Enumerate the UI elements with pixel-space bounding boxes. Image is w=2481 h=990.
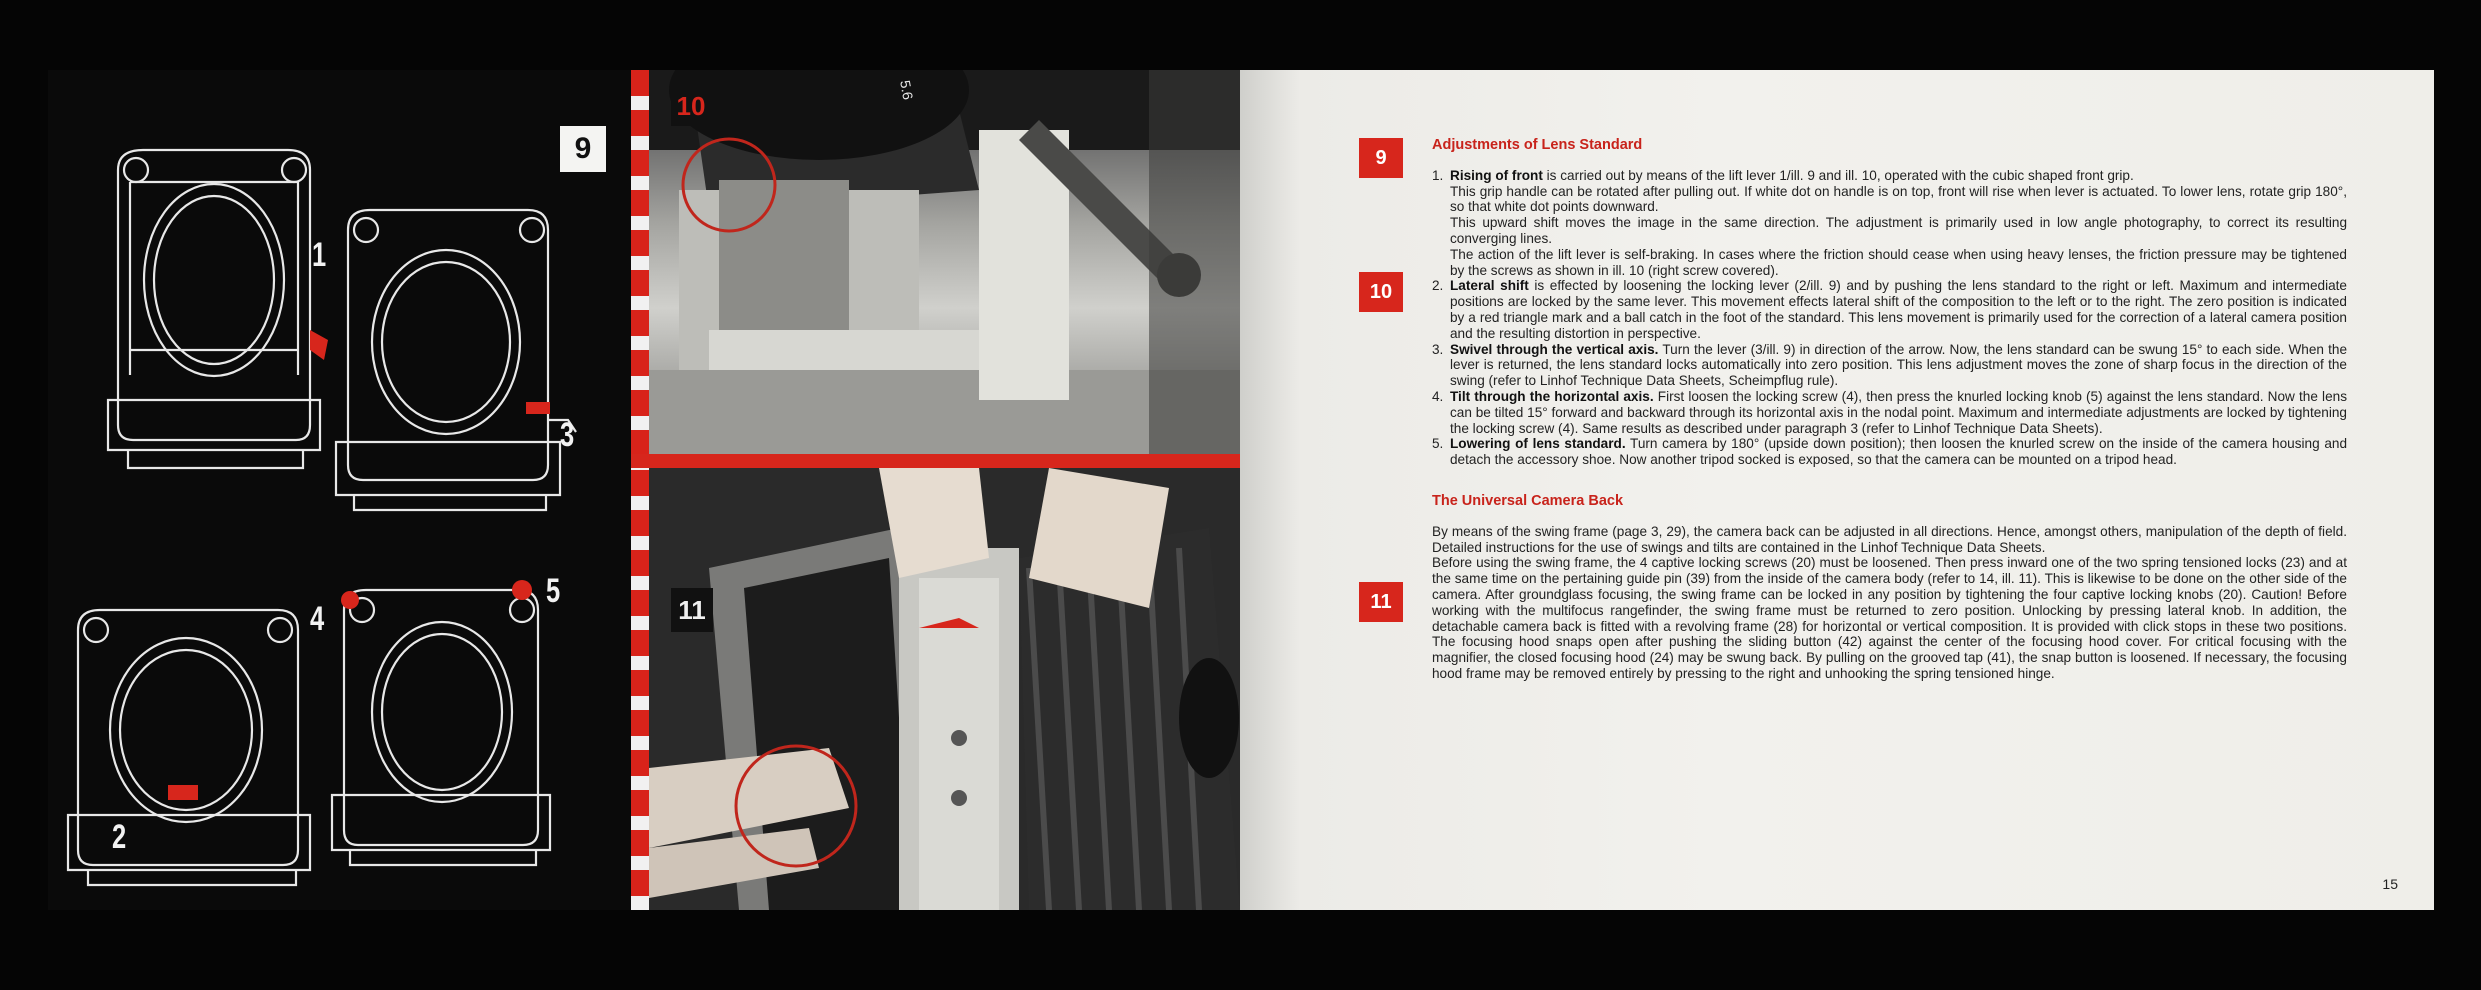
photo-camera-back-lock xyxy=(649,468,1240,910)
brochure-spread xyxy=(48,70,2434,910)
list-item xyxy=(1432,389,2347,436)
callout-4: 4 xyxy=(310,600,325,638)
item-number: 4. xyxy=(1432,388,1444,404)
section-marker-11: 11 xyxy=(1359,582,1403,622)
diagram-standard-3 xyxy=(336,210,576,510)
callout-5: 5 xyxy=(546,572,561,610)
photo-shapes xyxy=(649,70,1240,454)
list-item xyxy=(1432,278,2347,341)
section-title-camera-back: The Universal Camera Back xyxy=(1432,492,1624,509)
item-heading: Lowering of lens standard. xyxy=(1450,436,1626,452)
item-text: First loosen the locking screw (4), then press the knurled locking knob (5) against the lens standard. Now the lens can be tilted 15° forward and backward through its horizontal axis in the nodal point. Maximum and intermediate adjustments are locked by tightening the locking screw (4). Same results as described under paragraph 3 (refer to Linhof Technique Data Sheets). xyxy=(1450,388,2347,436)
item-number: 1. xyxy=(1432,167,1444,183)
left-page xyxy=(48,70,1240,910)
figure-11-label: 11 xyxy=(671,588,713,632)
item-number: 2. xyxy=(1432,278,1444,294)
page-number: 15 xyxy=(2382,876,2398,892)
paragraph: By means of the swing frame (page 3, 29), the camera back can be adjusted in all directions. Hence, amongst others, manipulation of the depth of field. Detailed instructions for the use of swings and tilts are contained in the Linhof Technique Data Sheets. xyxy=(1432,523,2347,555)
figure-9-label: 9 xyxy=(560,126,606,172)
line-drawings xyxy=(48,70,633,910)
item-heading: Lateral shift xyxy=(1450,278,1529,294)
paragraph: Before using the swing frame, the 4 captive locking screws (20) must be loosened. Then press inward one of the two spring tensioned locks (23) and at the same time on the pertaining guide pin (39) from the inside of the camera body (refer to 14, ill. 11). This is likewise to be done on the other side of the camera. After groundglass focusing, the swing frame can be locked in any position by tightening the four captive locking knobs (20). Caution! Before working with the multifocus rangefinder, the swing frame must be returned to zero position. Unlocking by pressing lateral knob. In addition, the detachable camera back is fitted with a revolving frame (28) for horizontal or vertical composition. It is provided with click stops in these two positions. The focusing hood snaps open after pushing the sliding button (42) against the center of the focusing hood cover. For critical focusing with the magnifier, the closed focusing hood (24) may be swung back. By pulling on the grooved tap (41), the snap button is loosened. If necessary, the focusing hood frame may be removed entirely by pressing to the right and unhooking the spring tensioned hinge. xyxy=(1432,555,2347,681)
photo-lens-lift-lever xyxy=(649,70,1240,454)
item-text: This upward shift moves the image in the same direction. The adjustment is primarily used in low angle photography, to correct its resulting converging lines. xyxy=(1450,215,2347,246)
diagram-standard-1 xyxy=(108,150,320,468)
item-text: is effected by loosening the locking lever (2/ill. 9) and by pushing the lens standard to the right or left. Maximum and intermediate positions are locked by the same lever. This movement effects lateral shift of the composition to the left or to the right. The zero position is indicated by a red triangle mark and a ball catch in the foot of the standard. This lens movement is primarily used for the correction of a lateral camera position and the resulting distortion in perspective. xyxy=(1450,278,2347,341)
callout-2: 2 xyxy=(112,818,127,856)
item-body xyxy=(1450,342,2347,389)
diagram-standard-2 xyxy=(68,610,310,885)
item-number: 5. xyxy=(1432,436,1444,452)
item-text: This grip handle can be rotated after pulling out. If white dot on handle is on top, front will rise when lever is actuated. To lower lens, rotate grip 180°, so that white dot points downward. xyxy=(1450,183,2347,215)
lens-standard-diagrams xyxy=(48,70,633,910)
list-item xyxy=(1432,342,2347,389)
list-item xyxy=(1432,168,2347,279)
lens-aperture-marking: 5.6 xyxy=(897,79,917,101)
right-page xyxy=(1240,70,2434,910)
section-marker-10: 10 xyxy=(1359,272,1403,312)
page-text xyxy=(1432,138,2347,682)
callout-3: 3 xyxy=(560,416,575,454)
item-text: Turn camera by 180° (upside down position); then loosen the knurled screw on the inside of the camera housing and detach the accessory shoe. Now another tripod socked is exposed, so that the camera can be mounted on a tripod head. xyxy=(1450,436,2348,468)
red-white-stripe xyxy=(631,70,649,910)
diagram-standard-4-5 xyxy=(332,590,550,865)
red-divider-band xyxy=(631,454,1240,468)
item-text: The action of the lift lever is self-braking. In cases where the friction should cease when using heavy lenses, the friction pressure may be tightened by the screws as shown in ill. 10 (right screw covered). xyxy=(1450,246,2347,278)
item-text: is carried out by means of the lift lever 1/ill. 9 and ill. 10, operated with the cubic shaped front grip. xyxy=(1546,167,2134,183)
item-body xyxy=(1450,389,2347,436)
item-heading: Tilt through the horizontal axis. xyxy=(1450,388,1654,404)
section-title-lens-standard: Adjustments of Lens Standard xyxy=(1432,137,1643,153)
item-text: Turn the lever (3/ill. 9) in direction of the arrow. Now, the lens standard can be swung 15° to each side. When the lever is returned, the lens standard locks automatically into zero position. This lens adjustment moves the zone of sharp focus in the direction of the swing (refer to Linhof Technique Data Sheets, Scheimpflug rule). xyxy=(1450,341,2348,389)
photo-shapes-2 xyxy=(649,468,1240,910)
callout-1: 1 xyxy=(312,236,327,274)
item-body xyxy=(1450,278,2347,341)
item-number: 3. xyxy=(1432,341,1444,357)
item-heading: Swivel through the vertical axis. xyxy=(1450,341,1659,357)
figure-10-label: 10 xyxy=(671,86,711,126)
item-body xyxy=(1450,436,2347,468)
list-item xyxy=(1432,436,2347,468)
item-body xyxy=(1450,168,2347,279)
section-marker-9: 9 xyxy=(1359,138,1403,178)
item-heading: Rising of front xyxy=(1450,167,1543,183)
